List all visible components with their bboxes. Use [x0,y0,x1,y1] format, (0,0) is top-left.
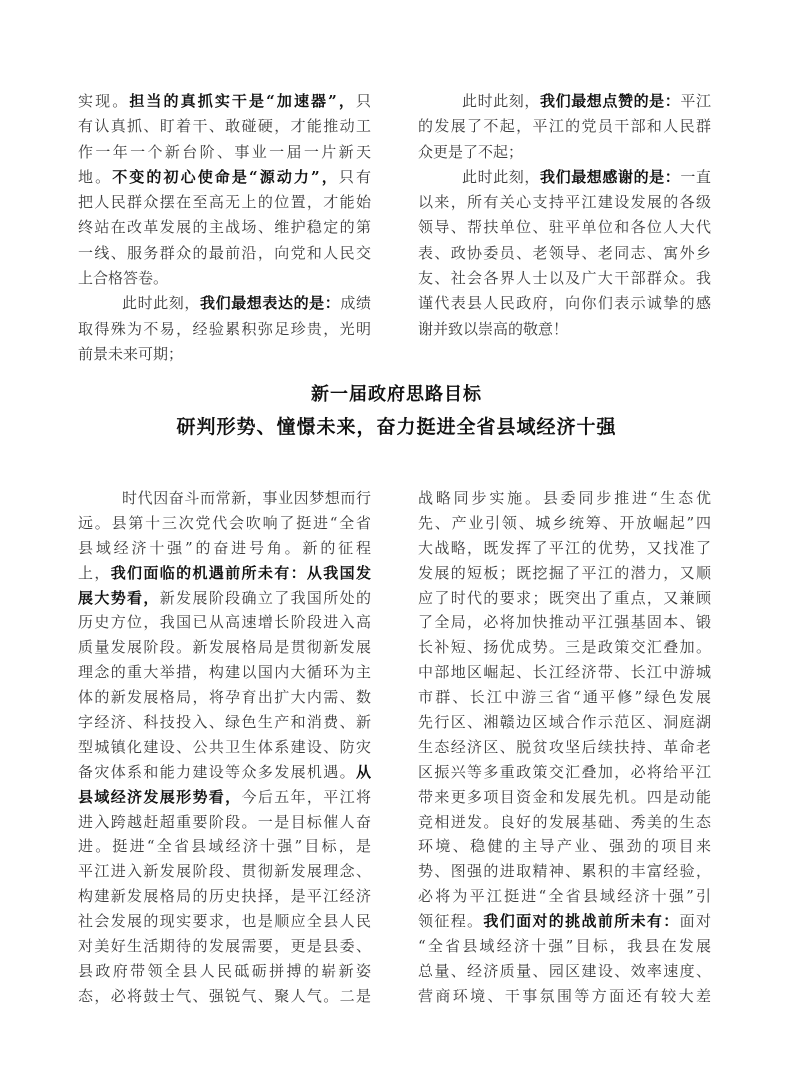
section-subtitle: 研判形势、憧憬未来，奋力挺进全省县域经济十强 [176,416,617,438]
body-text: 新发展阶段确立了我国所处的 [159,588,371,607]
bold-text: 我们最想表达的是： [200,294,341,313]
body-text: 取得殊为不易，经验累积弥足珍贵，光明 [78,319,371,338]
body-text: 的发展了不起，平江的党员干部和人民群 [418,117,711,136]
bold-text: 从 [355,762,371,781]
article-column-bottom-left [78,486,371,1009]
body-text: 势、图强的进取精神、累积的丰富经验， [418,862,711,881]
text-line [418,909,711,934]
body-text: 了全局，必将加快推动平江强基固本、锻 [418,613,711,632]
body-text: 有认真抓、盯着干、敢碰硬，才能推动工 [78,117,371,136]
article-column-bottom-right [418,486,711,1009]
text-line [418,215,711,240]
body-text: 对美好生活期待的发展需要，更是县委、 [78,937,371,956]
body-text: 总量、经济质量、园区建设、效率速度、 [418,961,711,980]
text-line [78,859,371,884]
text-line [418,934,711,959]
text-line [78,685,371,710]
body-text: 备灾体系和能力建设等众多发展机遇。 [78,762,356,781]
text-line [418,114,711,139]
text-line [78,486,371,511]
body-text: 先行区、湘赣边区域合作示范区、洞庭湖 [418,713,711,732]
body-text: 平江 [680,92,711,110]
body-text: 先、产业引领、城乡统筹、开放崛起”四 [418,513,711,532]
bold-text: 我们最想感谢的是： [540,167,681,186]
body-text: 只 [355,92,371,110]
body-text: 友、社会各界人士以及广大干部群众。我 [418,269,711,288]
body-text: 上， [78,563,111,582]
bold-text: 县域经济发展形势看， [78,787,242,806]
text-line [78,984,371,1009]
text-line [78,909,371,934]
text-line [78,266,371,291]
bold-text: 我们面对的挑战前所未有： [483,912,680,931]
text-line [418,89,711,114]
body-text: 战略同步实施。县委同步推进“生态优 [418,489,711,507]
body-text: 带来更多项目资金和发展先机。四是动能 [418,787,711,806]
body-text: 谨代表县人民政府，向你们表示诚挚的感 [418,294,711,313]
body-text: 平江进入新发展阶段、贯彻新发展理念、 [78,862,371,881]
text-line [418,610,711,635]
bold-text: 展大势看， [78,588,160,607]
text-line [78,165,371,190]
body-text: 谢并致以崇高的敬意！ [418,319,569,338]
text-line [78,342,371,367]
text-line [418,660,711,685]
body-text: 体的新发展格局，将孕育出扩大内需、数 [78,688,371,707]
text-line [418,785,711,810]
body-text: 中部地区崛起、长江经济带、长江中游城 [418,663,711,682]
body-text: 远。县第十三次党代会吹响了挺进“全省 [78,513,371,532]
body-text: 营商环境、干事氛围等方面还有较大差 [418,986,711,1005]
body-text: 把人民群众摆在至高无上的位置，才能始 [78,193,371,212]
body-text: 应了时代的要求；既突出了重点，又兼顾 [418,588,711,607]
text-line [78,710,371,735]
body-text: 实现。 [78,92,130,110]
bold-text: 担当的真抓实干是“加速器”， [129,92,356,110]
text-line [418,834,711,859]
body-text: 此时此刻， [462,92,540,110]
text-line [418,810,711,835]
body-text: 只有 [338,167,371,186]
body-text: 作一年一个新台阶、事业一届一片新天 [78,142,371,161]
body-text: 长补短、扬优成势。三是政策交汇叠加。 [418,638,711,657]
text-line [418,291,711,316]
text-line [78,241,371,266]
text-line [78,511,371,536]
text-line [418,984,711,1009]
body-text: 县域经济十强”的奋进号角。新的征程 [78,538,371,557]
body-text: 社会发展的现实要求，也是顺应全县人民 [78,912,371,931]
body-text: 必将为平江挺进“全省县域经济十强”引 [418,887,711,906]
body-text: 型城镇化建设、公共卫生体系建设、防灾 [78,737,371,756]
body-text: 进。挺进“全省县域经济十强”目标，是 [78,837,371,856]
text-line [78,89,371,114]
text-line [418,190,711,215]
body-text: 成绩 [340,294,371,313]
body-text: 领征程。 [418,912,484,931]
text-line [78,785,371,810]
text-line [78,760,371,785]
body-text: 字经济、科技投入、绿色生产和消费、新 [78,713,371,732]
text-line [418,241,711,266]
body-text: 今后五年，平江将 [241,787,371,806]
article-column-top-left [78,89,371,367]
body-text: 一直 [680,167,711,186]
bold-text: 不变的初心使命是“源动力”， [112,167,339,186]
body-text: 环境、稳健的主导产业、强劲的项目来 [418,837,711,856]
text-line [418,735,711,760]
text-line [78,735,371,760]
text-line [78,635,371,660]
body-text: 进入跨越赶超重要阶段。一是目标催人奋 [78,812,371,831]
text-line [78,215,371,240]
text-line [78,586,371,611]
body-text: 以来，所有关心支持平江建设发展的各级 [418,193,711,212]
body-text: “全省县域经济十强”目标，我县在发展 [418,937,711,956]
text-line [418,859,711,884]
text-line [418,317,711,342]
body-text: 众更是了不起； [418,142,524,161]
text-line [418,635,711,660]
body-text: 地。 [78,167,113,186]
text-line [418,140,711,165]
text-line [418,586,711,611]
body-text: 时代因奋斗而常新，事业因梦想而行 [122,489,371,507]
body-text: 竞相迸发。良好的发展基础、秀美的生态 [418,812,711,831]
section-title: 新一届政府思路目标 [311,384,482,405]
text-line [418,486,711,511]
text-line [78,610,371,635]
text-line [418,760,711,785]
text-line [78,810,371,835]
text-line [78,561,371,586]
body-text: 态，必将鼓士气、强锐气、聚人气。二是 [78,986,371,1005]
body-text: 县政府带领全县人民砥砺拼搏的崭新姿 [78,961,371,980]
text-line [78,114,371,139]
body-text: 质量发展阶段。新发展格局是贯彻新发展 [78,638,371,657]
body-text: 市群、长江中游三省“通平修”绿色发展 [418,688,711,707]
body-text: 上合格答卷。 [78,269,169,288]
body-text: 发展的短板；既挖掘了平江的潜力，又顺 [418,563,711,582]
body-text: 理念的重大举措，构建以国内大循环为主 [78,663,371,682]
body-text: 大战略，既发挥了平江的优势，又找准了 [418,538,711,557]
text-line [78,934,371,959]
body-text: 此时此刻， [122,294,200,313]
body-text: 表、政协委员、老领导、老同志、寓外乡 [418,243,711,262]
body-text: 面对 [679,912,711,931]
body-text: 前景未来可期； [78,344,184,363]
article-column-top-right [418,89,711,342]
text-line [78,884,371,909]
bold-text: 我们面临的机遇前所未有：从我国发 [110,563,371,582]
text-line [78,834,371,859]
text-line [78,660,371,685]
text-line [418,536,711,561]
text-line [418,165,711,190]
body-text: 历史方位，我国已从高速增长阶段进入高 [78,613,371,632]
text-line [418,561,711,586]
body-text: 一线、服务群众的最前沿，向党和人民交 [78,243,371,262]
text-line [418,710,711,735]
text-line [418,884,711,909]
body-text: 终站在改革发展的主战场、维护稳定的第 [78,218,371,237]
bold-text: 我们最想点赞的是： [540,92,681,110]
text-line [418,266,711,291]
text-line [78,140,371,165]
text-line [78,190,371,215]
text-line [78,317,371,342]
body-text: 构建新发展格局的历史抉择，是平江经济 [78,887,371,906]
text-line [78,291,371,316]
text-line [78,959,371,984]
text-line [418,685,711,710]
body-text: 领导、帮扶单位、驻平单位和各位人大代 [418,218,711,237]
body-text: 区振兴等多重政策交汇叠加，必将给平江 [418,762,711,781]
text-line [418,959,711,984]
text-line [78,536,371,561]
body-text: 此时此刻， [462,167,540,186]
text-line [418,511,711,536]
body-text: 生态经济区、脱贫攻坚后续扶持、革命老 [418,737,711,756]
